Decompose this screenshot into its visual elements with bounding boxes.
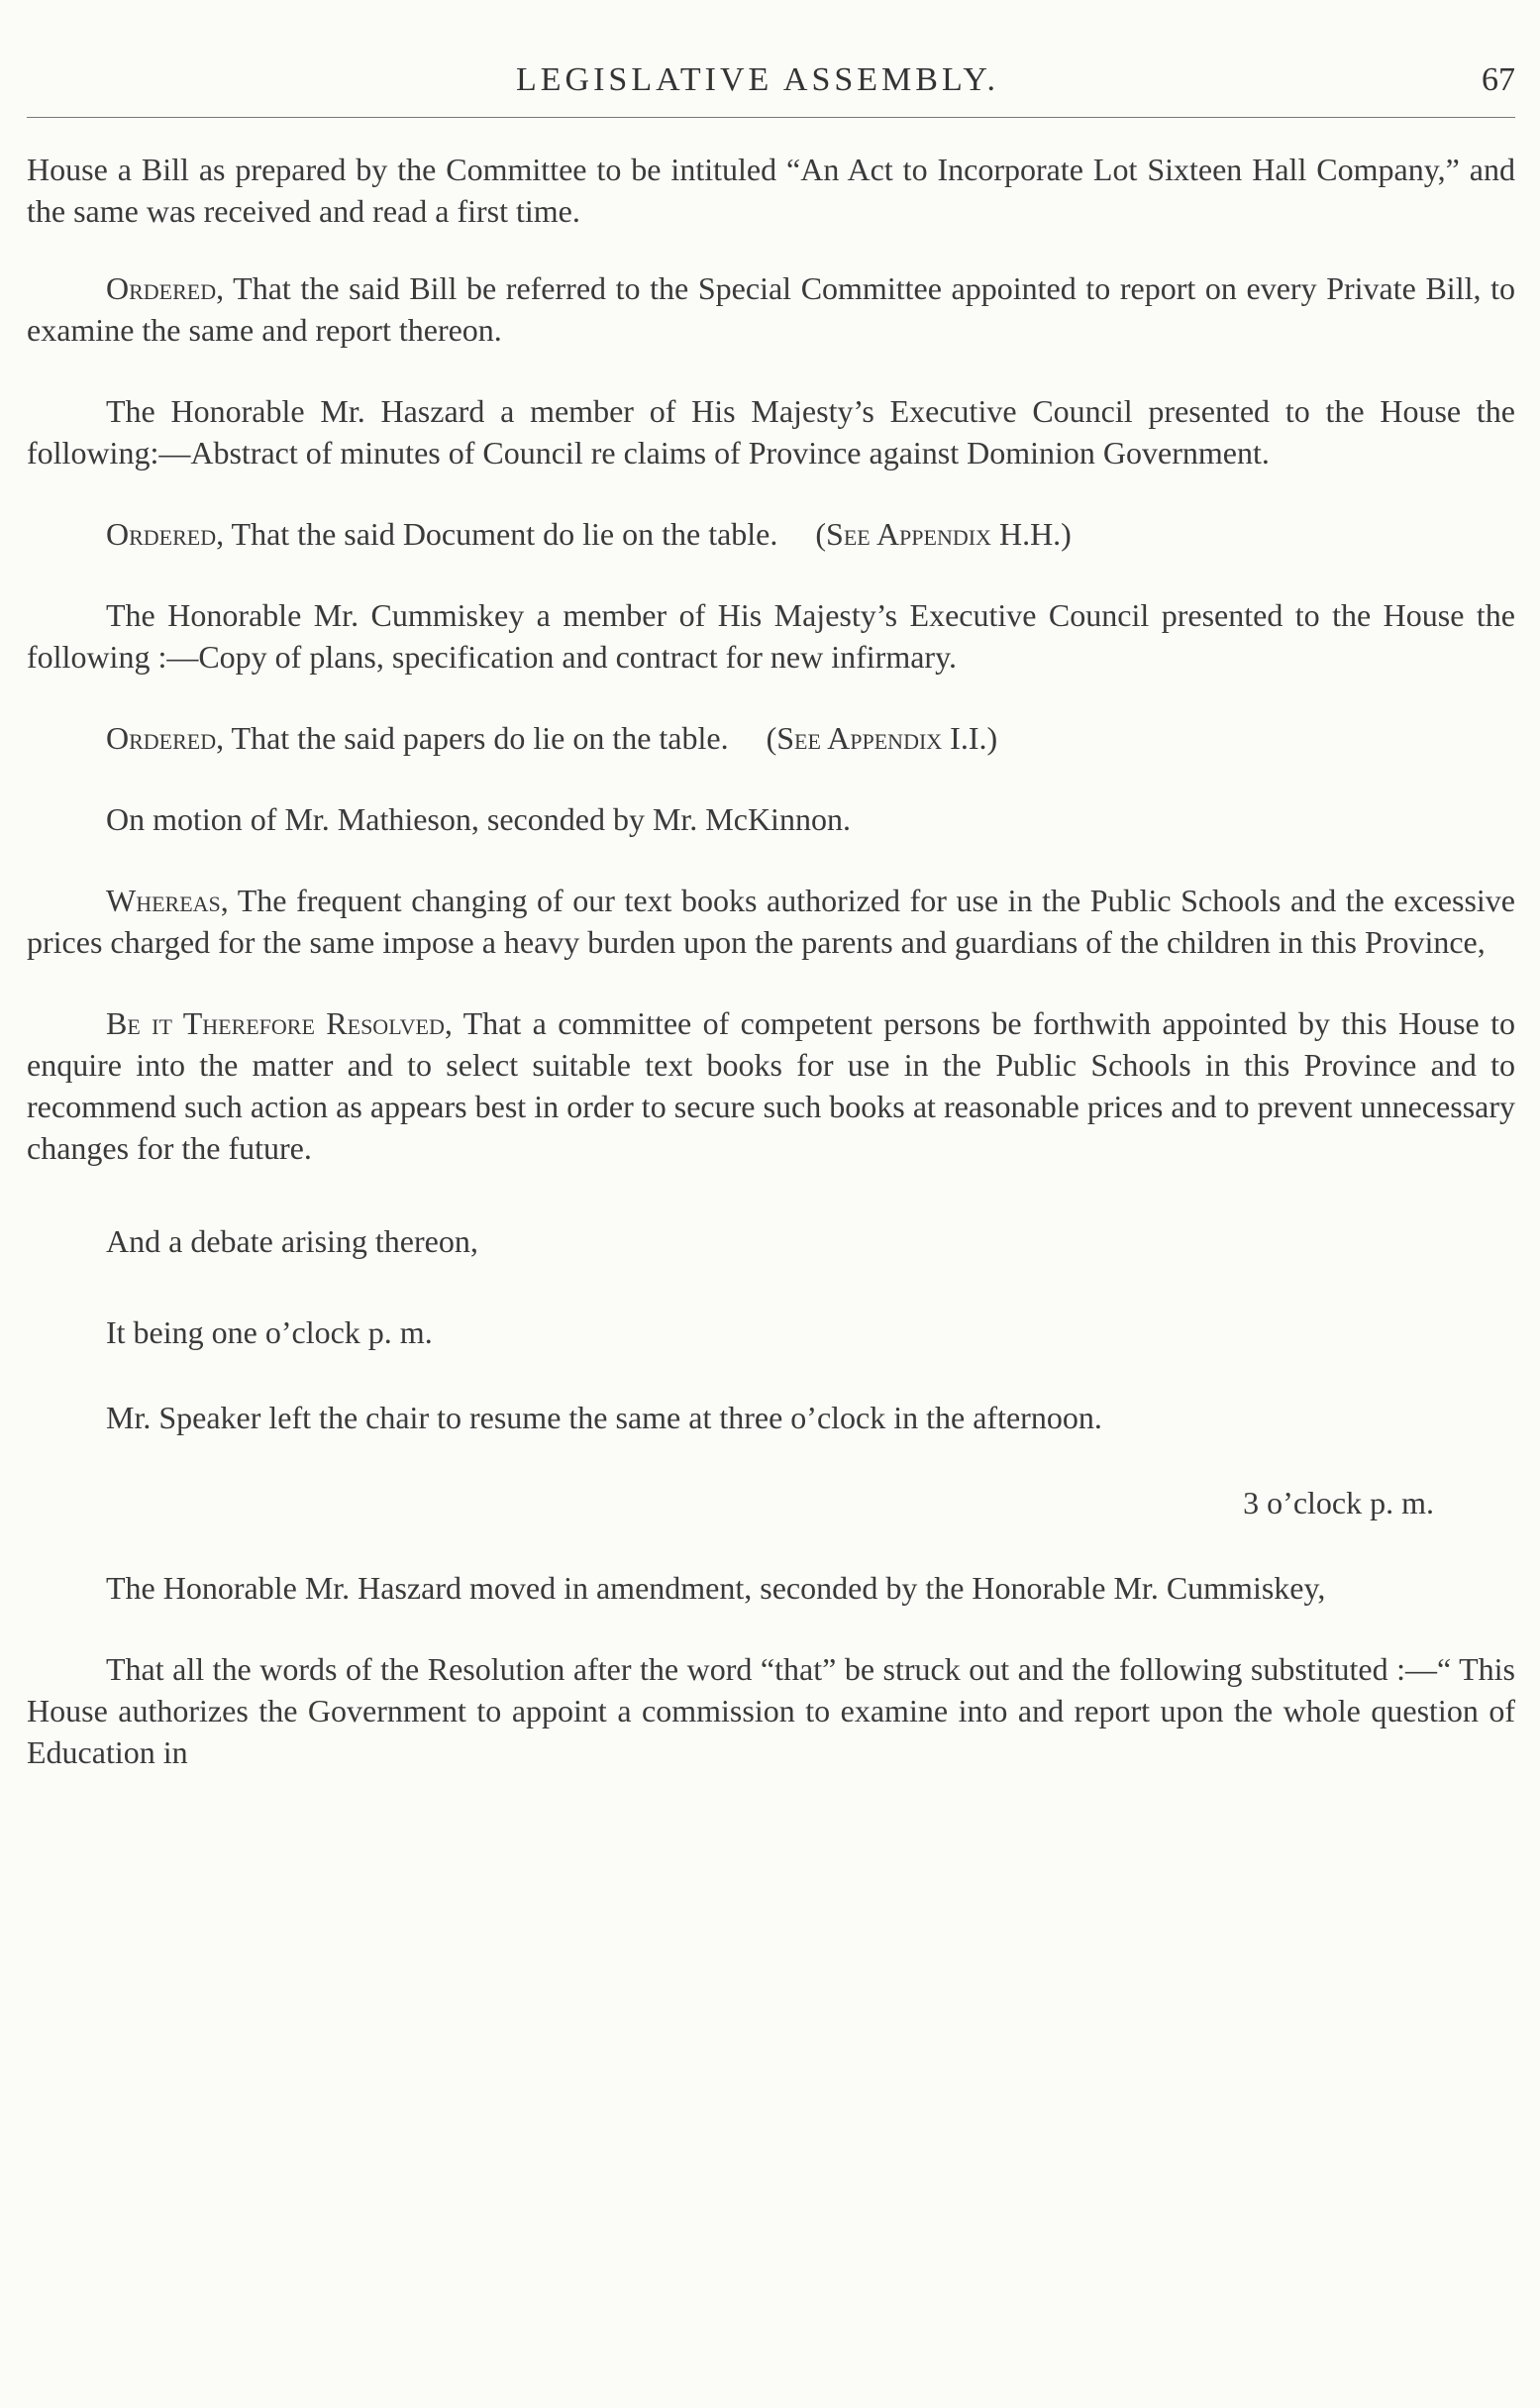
paragraph-bill-referred bbox=[27, 267, 1515, 351]
paragraph-bill-first-reading: House a Bill as prepared by the Committee to be intituled “An Act to Incorporate Lot Sixteen Hall Company,” and the same was received and read a first time. bbox=[27, 152, 1515, 229]
ordered-lead: Ordered, bbox=[106, 270, 225, 306]
paragraph-one-oclock: It being one o’clock p. m. bbox=[106, 1314, 433, 1350]
paragraph-debate: And a debate arising thereon, bbox=[106, 1223, 478, 1259]
appendix-reference-end: H.H.) bbox=[990, 516, 1072, 552]
paragraph-document-table bbox=[27, 513, 1515, 555]
running-head: LEGISLATIVE ASSEMBLY. bbox=[516, 61, 999, 98]
paragraph-resolved bbox=[27, 1002, 1515, 1169]
whereas-lead: Whereas, bbox=[106, 883, 229, 918]
paragraph-amendment: The Honorable Mr. Haszard moved in amendment, seconded by the Honorable Mr. Cummiskey, bbox=[106, 1570, 1326, 1606]
paragraph-text: That the said papers do lie on the table. bbox=[224, 720, 729, 756]
ordered-lead: Ordered, bbox=[106, 720, 225, 756]
paragraph-speaker-left: Mr. Speaker left the chair to resume the same at three o’clock in the afternoon. bbox=[106, 1400, 1102, 1435]
paragraph-substitution: That all the words of the Resolution after the word “that” be struck out and the following substituted :—“ This House authorizes the Government to appoint a commission to examine into and report upon the whole question of Education in bbox=[27, 1651, 1515, 1770]
paragraph-motion: On motion of Mr. Mathieson, seconded by Mr. McKinnon. bbox=[106, 801, 851, 837]
page-number: 67 bbox=[1482, 61, 1515, 98]
appendix-reference: (See Appendix bbox=[766, 720, 943, 756]
appendix-reference-end: I.I.) bbox=[942, 720, 998, 756]
time-marker: 3 o’clock p. m. bbox=[1243, 1485, 1434, 1520]
page-body bbox=[27, 149, 1515, 1773]
paragraph-whereas bbox=[27, 880, 1515, 963]
ordered-lead: Ordered, bbox=[106, 516, 225, 552]
paragraph-haszard-abstract: The Honorable Mr. Haszard a member of His Majesty’s Executive Council presented to the House the following:—Abstract of minutes of Council re claims of Province against Dominion Government. bbox=[27, 393, 1515, 471]
resolved-lead: Be it Therefore Resolved, bbox=[106, 1005, 453, 1041]
paragraph-papers-table bbox=[27, 717, 1515, 759]
paragraph-cummiskey-plans: The Honorable Mr. Cummiskey a member of His Majesty’s Executive Council presented to the House the following :—Copy of plans, specification and contract for new infirmary. bbox=[27, 597, 1515, 675]
paragraph-text: The frequent changing of our text books authorized for use in the Public Schools and the excessive prices charged for the same impose a heavy burden upon the parents and guardians of the children in this Province, bbox=[27, 883, 1515, 960]
appendix-reference: (See Appendix bbox=[815, 516, 991, 552]
paragraph-text: That the said Bill be referred to the Special Committee appointed to report on every Private Bill, to examine the same and report thereon. bbox=[27, 270, 1515, 348]
paragraph-text: That the said Document do lie on the table. bbox=[224, 516, 778, 552]
page-header bbox=[0, 61, 1515, 107]
paragraph-text: That a committee of competent persons be forthwith appointed by this House to enquire into the matter and to select suitable text books for use in the Public Schools in this Province and to recommend such action as appears best in order to secure such books at reasonable prices and to prevent unnecessary changes for the future. bbox=[27, 1005, 1515, 1166]
header-rule bbox=[27, 117, 1515, 118]
